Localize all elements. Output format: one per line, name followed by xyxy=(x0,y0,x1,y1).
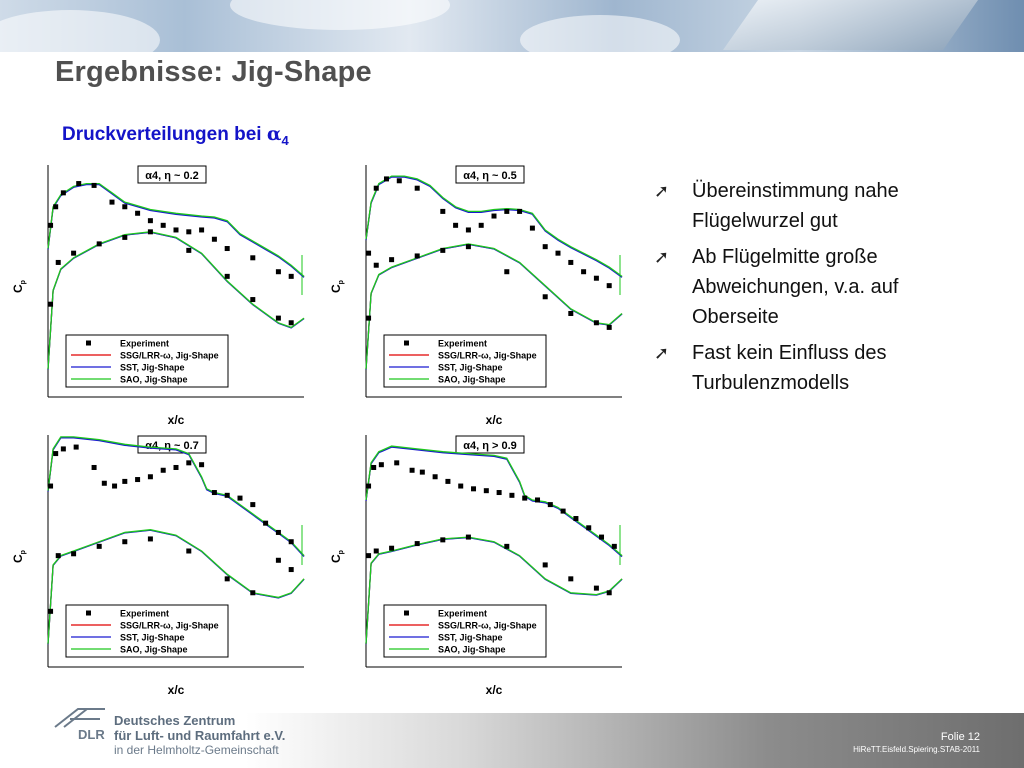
experiment-marker xyxy=(420,470,425,475)
legend-label: SAO, Jig-Shape xyxy=(120,374,188,385)
experiment-marker xyxy=(556,251,561,256)
cp-chart xyxy=(328,430,628,700)
experiment-marker xyxy=(186,460,191,465)
sst-line-upper xyxy=(366,447,622,556)
experiment-marker xyxy=(568,311,573,316)
experiment-marker xyxy=(492,214,497,219)
header-banner xyxy=(0,0,1024,52)
experiment-marker xyxy=(199,227,204,232)
experiment-marker xyxy=(497,490,502,495)
legend-label: SSG/LRR-ω, Jig-Shape xyxy=(120,350,219,361)
sao-line-upper xyxy=(366,176,622,276)
experiment-marker xyxy=(110,200,115,205)
chart-panel-3 xyxy=(10,430,310,700)
experiment-marker xyxy=(71,551,76,556)
experiment-marker xyxy=(61,190,66,195)
bullet-item: ➚ Ab Flügelmitte große Abweichungen, v.a. auf Oberseite xyxy=(652,242,982,332)
experiment-marker xyxy=(112,484,117,489)
experiment-marker xyxy=(522,496,527,501)
experiment-marker xyxy=(397,178,402,183)
experiment-marker xyxy=(250,255,255,260)
legend-marker xyxy=(404,341,409,346)
experiment-marker xyxy=(415,541,420,546)
experiment-marker xyxy=(276,558,281,563)
experiment-marker xyxy=(440,248,445,253)
legend-label: Experiment xyxy=(438,608,488,619)
experiment-marker xyxy=(415,186,420,191)
x-axis-label: x/c xyxy=(485,413,503,427)
chart-title-box xyxy=(456,436,524,453)
arrow-bullet-icon: ➚ xyxy=(654,247,670,267)
experiment-marker xyxy=(607,590,612,595)
cp-chart xyxy=(10,160,310,430)
experiment-marker xyxy=(466,535,471,540)
legend-label: SST, Jig-Shape xyxy=(120,362,185,373)
chart-title-box xyxy=(138,436,206,453)
experiment-marker xyxy=(174,227,179,232)
experiment-marker xyxy=(504,269,509,274)
experiment-marker xyxy=(374,186,379,191)
experiment-marker xyxy=(581,269,586,274)
experiment-marker xyxy=(61,446,66,451)
experiment-marker xyxy=(186,248,191,253)
organization-name: Deutsches Zentrum für Luft- und Raumfahrt e.V. in der Helmholtz-Gemeinschaft xyxy=(114,713,286,757)
slide-subtitle: Druckverteilungen bei $\alpha_4$ xyxy=(62,123,289,148)
experiment-marker xyxy=(612,544,617,549)
experiment-marker xyxy=(71,251,76,256)
experiment-marker xyxy=(161,223,166,228)
experiment-marker xyxy=(289,274,294,279)
experiment-marker xyxy=(594,276,599,281)
experiment-marker xyxy=(530,226,535,231)
experiment-marker xyxy=(289,320,294,325)
experiment-marker xyxy=(225,274,230,279)
experiment-marker xyxy=(250,590,255,595)
experiment-marker xyxy=(212,490,217,495)
chart-panel-2 xyxy=(328,160,628,430)
aircraft-wing-image xyxy=(723,0,985,50)
legend-label: Experiment xyxy=(120,608,170,619)
experiment-marker xyxy=(607,325,612,330)
experiment-marker xyxy=(366,251,371,256)
sao-line-upper xyxy=(48,437,304,556)
experiment-marker xyxy=(440,209,445,214)
sao-line-upper xyxy=(366,446,622,555)
legend-label: Experiment xyxy=(120,338,170,349)
experiment-marker xyxy=(92,183,97,188)
experiment-marker xyxy=(56,553,61,558)
experiment-marker xyxy=(466,227,471,232)
experiment-marker xyxy=(250,502,255,507)
experiment-marker xyxy=(453,223,458,228)
chart-legend xyxy=(66,335,228,387)
legend-label: SST, Jig-Shape xyxy=(438,632,503,643)
experiment-marker xyxy=(568,576,573,581)
experiment-marker xyxy=(276,316,281,321)
experiment-marker xyxy=(433,474,438,479)
experiment-marker xyxy=(517,209,522,214)
experiment-marker xyxy=(74,445,79,450)
legend-label: SST, Jig-Shape xyxy=(438,362,503,373)
ssg-line-upper xyxy=(366,447,622,557)
experiment-marker xyxy=(212,237,217,242)
legend-label: SSG/LRR-ω, Jig-Shape xyxy=(438,350,537,361)
experiment-marker xyxy=(148,229,153,234)
experiment-marker xyxy=(543,294,548,299)
legend-label: SST, Jig-Shape xyxy=(120,632,185,643)
chart-legend xyxy=(384,335,546,387)
experiment-marker xyxy=(276,530,281,535)
experiment-marker xyxy=(466,244,471,249)
experiment-marker xyxy=(97,241,102,246)
experiment-marker xyxy=(276,269,281,274)
legend-label: SAO, Jig-Shape xyxy=(438,644,506,655)
experiment-marker xyxy=(48,484,53,489)
legend-label: SAO, Jig-Shape xyxy=(438,374,506,385)
slide-title: Ergebnisse: Jig-Shape xyxy=(55,56,372,88)
experiment-marker xyxy=(97,544,102,549)
chart-title-box xyxy=(138,166,206,183)
experiment-marker xyxy=(238,496,243,501)
experiment-marker xyxy=(122,539,127,544)
experiment-marker xyxy=(122,204,127,209)
chart-title: α4, η ~ 0.7 xyxy=(145,440,199,452)
experiment-marker xyxy=(410,468,415,473)
chart-title: α4, η > 0.9 xyxy=(463,440,517,452)
experiment-marker xyxy=(186,229,191,234)
experiment-marker xyxy=(509,493,514,498)
experiment-marker xyxy=(594,586,599,591)
chart-legend xyxy=(384,605,546,657)
experiment-marker xyxy=(371,465,376,470)
experiment-marker xyxy=(366,316,371,321)
experiment-marker xyxy=(161,468,166,473)
experiment-marker xyxy=(599,535,604,540)
experiment-marker xyxy=(289,567,294,572)
experiment-marker xyxy=(440,537,445,542)
experiment-marker xyxy=(535,497,540,502)
y-axis-label: $C_p$ xyxy=(11,280,27,293)
experiment-marker xyxy=(389,257,394,262)
chart-panel-4 xyxy=(328,430,628,700)
experiment-marker xyxy=(53,204,58,209)
experiment-marker xyxy=(543,244,548,249)
cp-chart xyxy=(10,430,310,700)
experiment-marker xyxy=(594,320,599,325)
experiment-marker xyxy=(186,549,191,554)
experiment-marker xyxy=(148,218,153,223)
slide-number: Folie 12 xyxy=(940,731,980,743)
x-axis-label: x/c xyxy=(167,683,185,697)
experiment-marker xyxy=(607,283,612,288)
experiment-marker xyxy=(548,502,553,507)
experiment-marker xyxy=(384,176,389,181)
experiment-marker xyxy=(561,509,566,514)
experiment-marker xyxy=(445,479,450,484)
bullet-list xyxy=(652,176,982,404)
experiment-marker xyxy=(479,223,484,228)
cp-chart xyxy=(328,160,628,430)
experiment-marker xyxy=(471,486,476,491)
bullet-item: ➚ Fast kein Einfluss des Turbulenzmodells xyxy=(652,338,982,398)
experiment-marker xyxy=(225,576,230,581)
experiment-marker xyxy=(374,263,379,268)
experiment-marker xyxy=(135,477,140,482)
legend-label: SSG/LRR-ω, Jig-Shape xyxy=(438,620,537,631)
arrow-bullet-icon: ➚ xyxy=(654,181,670,201)
experiment-marker xyxy=(289,539,294,544)
x-axis-label: x/c xyxy=(167,413,185,427)
experiment-marker xyxy=(415,253,420,258)
experiment-marker xyxy=(148,536,153,541)
experiment-marker xyxy=(225,493,230,498)
experiment-marker xyxy=(48,609,53,614)
experiment-marker xyxy=(573,516,578,521)
experiment-marker xyxy=(389,546,394,551)
chart-panel-1 xyxy=(10,160,310,430)
experiment-marker xyxy=(102,481,107,486)
y-axis-label: $C_p$ xyxy=(11,550,27,563)
chart-legend xyxy=(66,605,228,657)
experiment-marker xyxy=(394,460,399,465)
experiment-marker xyxy=(135,211,140,216)
experiment-marker xyxy=(48,302,53,307)
experiment-marker xyxy=(48,223,53,228)
experiment-marker xyxy=(174,465,179,470)
x-axis-label: x/c xyxy=(485,683,503,697)
legend-marker xyxy=(404,611,409,616)
experiment-marker xyxy=(92,465,97,470)
experiment-marker xyxy=(122,479,127,484)
experiment-marker xyxy=(199,462,204,467)
experiment-marker xyxy=(76,181,81,186)
legend-label: SAO, Jig-Shape xyxy=(120,644,188,655)
legend-label: Experiment xyxy=(438,338,488,349)
y-axis-label: $C_p$ xyxy=(329,550,345,563)
experiment-marker xyxy=(366,553,371,558)
experiment-marker xyxy=(56,260,61,265)
experiment-marker xyxy=(225,246,230,251)
bullet-item: ➚ Übereinstimmung nahe Flügelwurzel gut xyxy=(652,176,982,236)
experiment-marker xyxy=(504,544,509,549)
experiment-marker xyxy=(543,562,548,567)
experiment-marker xyxy=(458,484,463,489)
slide-credit: HiReTT.Eisfeld.Spiering.STAB-2011 xyxy=(853,745,980,754)
experiment-marker xyxy=(504,209,509,214)
experiment-marker xyxy=(148,474,153,479)
experiment-marker xyxy=(568,260,573,265)
ssg-line-upper xyxy=(48,438,304,557)
arrow-bullet-icon: ➚ xyxy=(654,343,670,363)
chart-title-box xyxy=(456,166,524,183)
y-axis-label: $C_p$ xyxy=(329,280,345,293)
experiment-marker xyxy=(250,297,255,302)
experiment-marker xyxy=(484,488,489,493)
experiment-marker xyxy=(122,235,127,240)
experiment-marker xyxy=(263,521,268,526)
experiment-marker xyxy=(374,549,379,554)
sst-line-upper xyxy=(48,438,304,557)
chart-title: α4, η ~ 0.2 xyxy=(145,170,199,182)
experiment-marker xyxy=(366,484,371,489)
experiment-marker xyxy=(586,525,591,530)
dlr-logo-text: DLR xyxy=(78,727,105,742)
legend-marker xyxy=(86,341,91,346)
legend-marker xyxy=(86,611,91,616)
experiment-marker xyxy=(53,451,58,456)
chart-title: α4, η ~ 0.5 xyxy=(463,170,517,182)
experiment-marker xyxy=(379,462,384,467)
legend-label: SSG/LRR-ω, Jig-Shape xyxy=(120,620,219,631)
